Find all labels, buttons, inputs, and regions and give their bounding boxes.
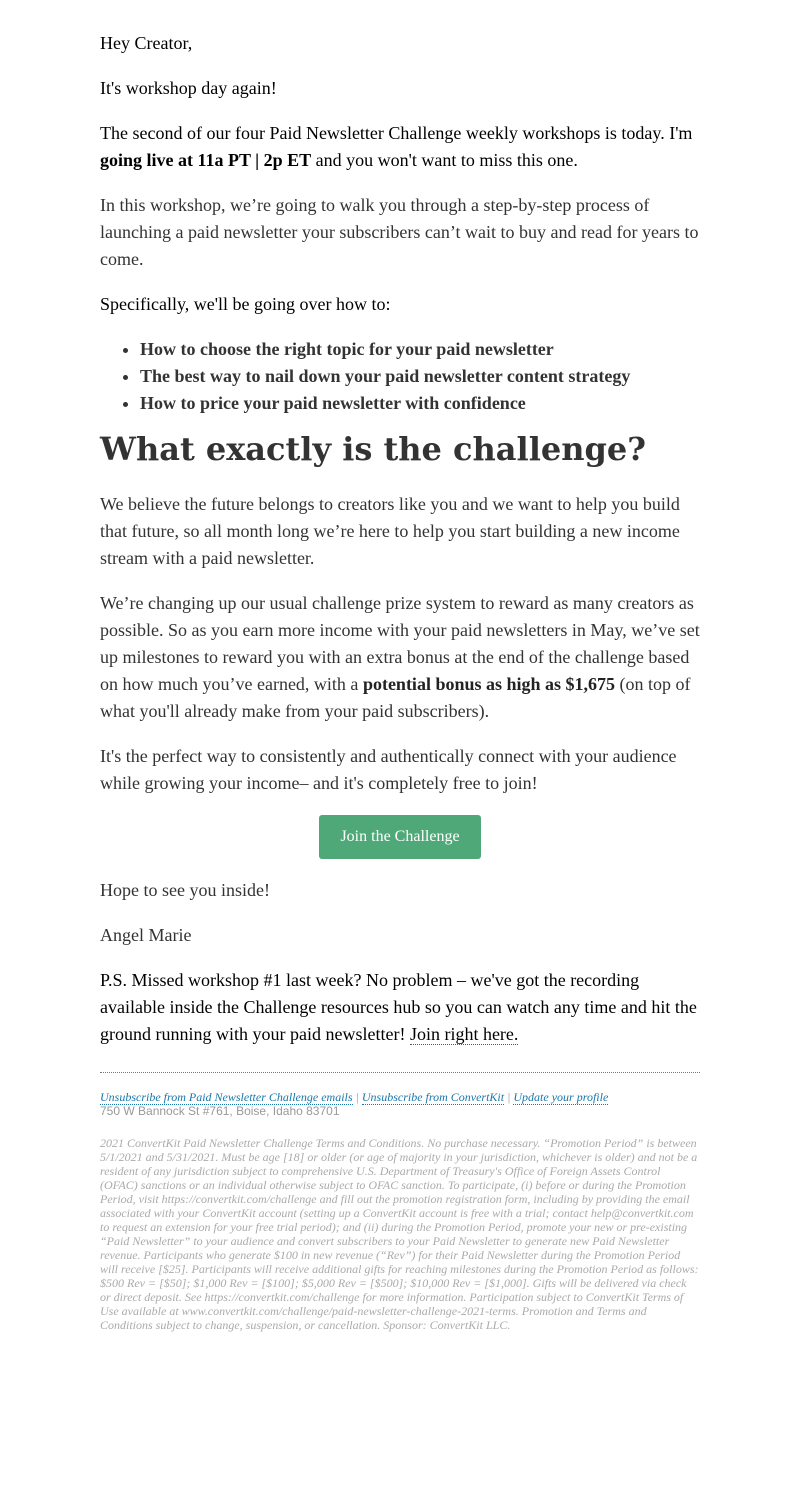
free-to-join-text: It's the perfect way to consistently and authentically connect with your audience while growing your income– and it's completely free to join! — [100, 746, 677, 793]
section-heading: What exactly is the challenge? — [100, 430, 646, 468]
link-separator: | — [355, 1090, 359, 1104]
list-item: • The best way to nail down your paid newsletter content strategy — [140, 363, 700, 390]
intro-line: It's workshop day again! — [100, 78, 277, 98]
greeting: Hey Creator, — [100, 33, 193, 53]
list-item: • How to price your paid newsletter with confidence — [140, 390, 700, 417]
list-item: • How to choose the right topic for your paid newsletter — [140, 336, 700, 363]
prize-description: We’re changing up our usual challenge prize system to reward as many creators as possible. So as you earn more income with your paid newsletters in May, we’ve set up milestones to reward you with an extra bonus at the end of the challenge based on how much you’ve earned, with a potential bonus as high as $1,675 (on top of what you'll already make from your paid subscribers). — [100, 593, 700, 721]
topics-list — [100, 336, 700, 417]
join-right-here-link[interactable]: Join right here. — [409, 1024, 519, 1044]
live-time: going live at 11a PT | 2p ET — [100, 150, 312, 170]
footer-divider — [100, 1072, 700, 1073]
mailing-address: 750 W Bannock St #761, Boise, Idaho 83701 — [100, 1104, 340, 1118]
email-body — [100, 0, 700, 1332]
signature: Angel Marie — [100, 925, 192, 945]
unsubscribe-challenge-link[interactable]: Unsubscribe from Paid Newsletter Challenge emails — [100, 1090, 353, 1104]
terms-and-conditions: 2021 ConvertKit Paid Newsletter Challenge Terms and Conditions. No purchase necessary. “Promotion Period” is between 5/1/2021 and 5/31/2021. Must be age [18] or older (or age of majority in your jurisdiction, whichever is older) and not be a resident of any jurisdiction subject to comprehensive U.S. Department of Treasury's Office of Foreign Assets Control (OFAC) sanctions or an individual otherwise subject to OFAC sanction. To participate, (i) before or during the Promotion Period, visit https://convertkit.com/challenge and fill out the promotion registration form, including by providing the email associated with your ConvertKit account (setting up a ConvertKit account is free with a trial; contact help@convertkit.com to request an extension for your free trial period); and (ii) during the Promotion Period, promote your new or pre-existing “Paid Newsletter” to your audience and convert subscribers to your Paid Newsletter to generate new Paid Newsletter revenue. Participants who generate $100 in new revenue (“Rev”) for their Paid Newsletter during the Promotion Period will receive [$25]. Participants will receive additional gifts for reaching milestones during the Promotion Period as follows: $500 Rev = [$50]; $1,000 Rev = [$100]; $5,000 Rev = [$500]; $10,000 Rev = [$1,000]. Gifts will be delivered via check or direct deposit. See https://convertkit.com/challenge for more information. Participation subject to ConvertKit Terms of Use available at www.convertkit.com/challenge/paid-newsletter-challenge-2021-terms. Promotion and Terms and Conditions subject to change, suspension, or cancellation. Sponsor: ConvertKit LLC. — [100, 1136, 699, 1332]
workshop-announcement: The second of our four Paid Newsletter Challenge weekly workshops is today. I'm going live at 11a PT | 2p ET and you won't want to miss this one. — [100, 123, 693, 170]
challenge-description: We believe the future belongs to creators like you and we want to help you build that future, so all month long we’re here to help you start building a new income stream with a paid newsletter. — [100, 494, 680, 568]
topics-intro: Specifically, we'll be going over how to: — [100, 294, 391, 314]
workshop-description: In this workshop, we’re going to walk you through a step-by-step process of launching a paid newsletter your subscribers can’t wait to buy and read for years to come. — [100, 195, 699, 269]
unsubscribe-convertkit-link[interactable]: Unsubscribe from ConvertKit — [361, 1090, 505, 1104]
join-challenge-button[interactable]: Join the Challenge — [319, 815, 480, 859]
bonus-highlight: potential bonus as high as $1,675 — [362, 674, 616, 694]
cta-row — [100, 815, 700, 859]
closing-line: Hope to see you inside! — [100, 880, 270, 900]
link-separator: | — [507, 1090, 511, 1104]
postscript: P.S. Missed workshop #1 last week? No problem – we've got the recording available inside the Challenge resources hub so you can watch any time and hit the ground running with your paid newsletter! Join right here. — [100, 970, 697, 1044]
footer-links — [100, 1090, 700, 1104]
update-profile-link[interactable]: Update your profile — [513, 1090, 609, 1104]
